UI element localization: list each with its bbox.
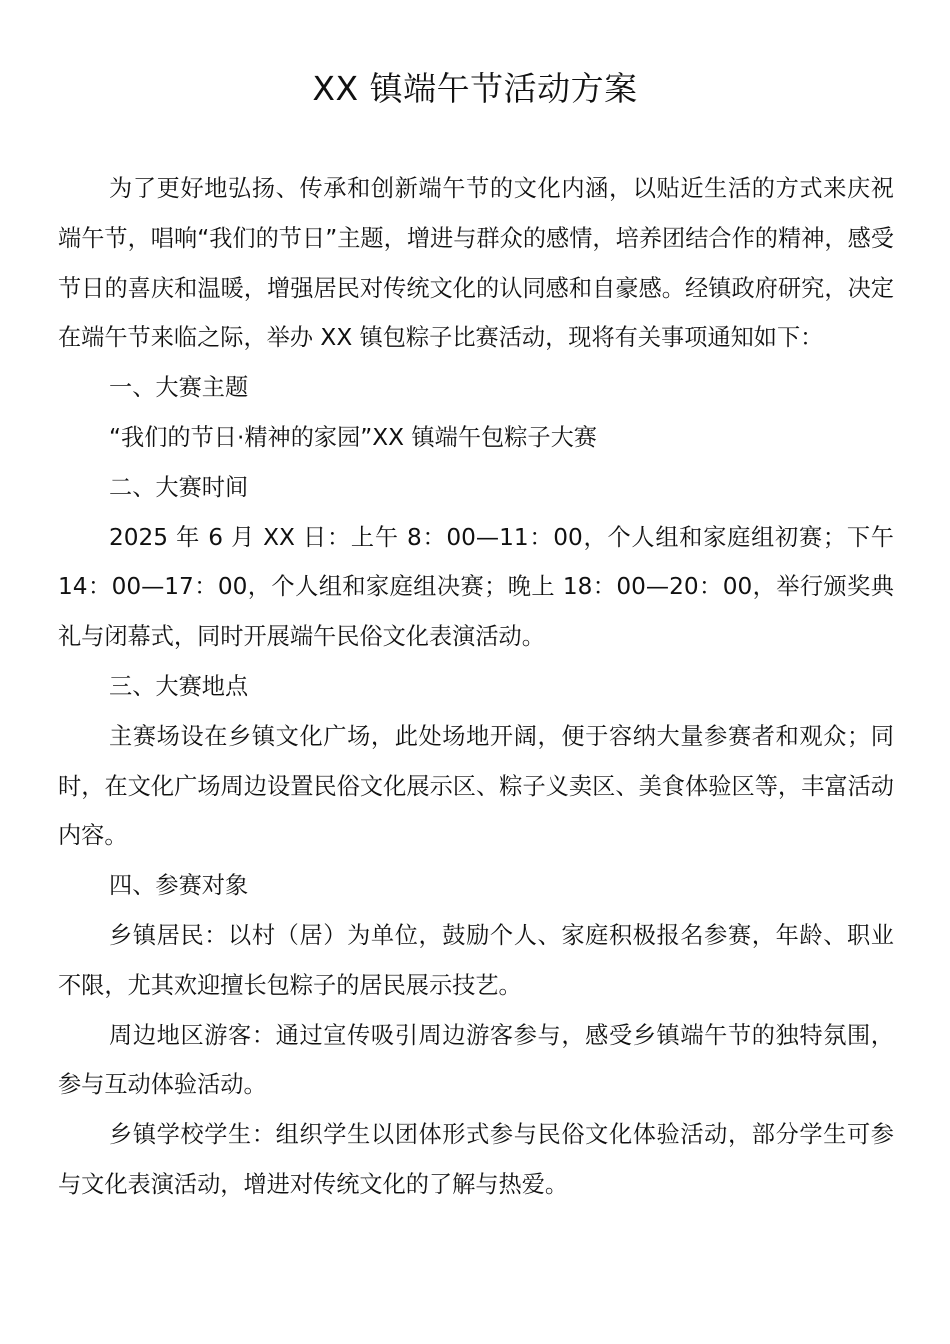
section-heading-participants: 四、参赛对象 [109, 872, 249, 900]
participants-residents-paragraph: 乡镇居民：以村（居）为单位，鼓励个人、家庭积极报名参赛，年龄、职业不限，尤其欢迎擅长包粽子的居民展示技艺。 [58, 921, 894, 999]
participants-tourists-paragraph: 周边地区游客：通过宣传吸引周边游客参与，感受乡镇端午节的独特氛围，参与互动体验活动。 [58, 1021, 894, 1099]
section-heading-theme: 一、大赛主题 [109, 374, 249, 402]
document-body [58, 164, 894, 1210]
intro-paragraph: 为了更好地弘扬、传承和创新端午节的文化内涵，以贴近生活的方式来庆祝端午节，唱响“我们的节日”主题，增进与群众的感情，培养团结合作的精神，感受节日的喜庆和温暖，增强居民对传统文化的认同感和自豪感。经镇政府研究，决定在端午节来临之际，举办 XX 镇包粽子比赛活动，现将有关事项通知如下： [58, 175, 894, 352]
theme-paragraph: “我们的节日·精神的家园”XX 镇端午包粽子大赛 [109, 423, 597, 451]
section-heading-location: 三、大赛地点 [109, 672, 249, 700]
document-title: XX 镇端午节活动方案 [312, 69, 638, 108]
participants-students-paragraph: 乡镇学校学生：组织学生以团体形式参与民俗文化体验活动，部分学生可参与文化表演活动，增进对传统文化的了解与热爱。 [58, 1121, 894, 1198]
section-heading-time: 二、大赛时间 [109, 473, 249, 501]
location-paragraph: 主赛场设在乡镇文化广场，此处场地开阔，便于容纳大量参赛者和观众；同时，在文化广场周边设置民俗文化展示区、粽子义卖区、美食体验区等，丰富活动内容。 [58, 722, 894, 850]
time-paragraph: 2025 年 6 月 XX 日：上午 8：00—11：00，个人组和家庭组初赛；下午 14：00—17：00，个人组和家庭组决赛；晚上 18：00—20：00，举行颁奖典礼与闭幕式，同时开展端午民俗文化表演活动。 [58, 523, 894, 651]
